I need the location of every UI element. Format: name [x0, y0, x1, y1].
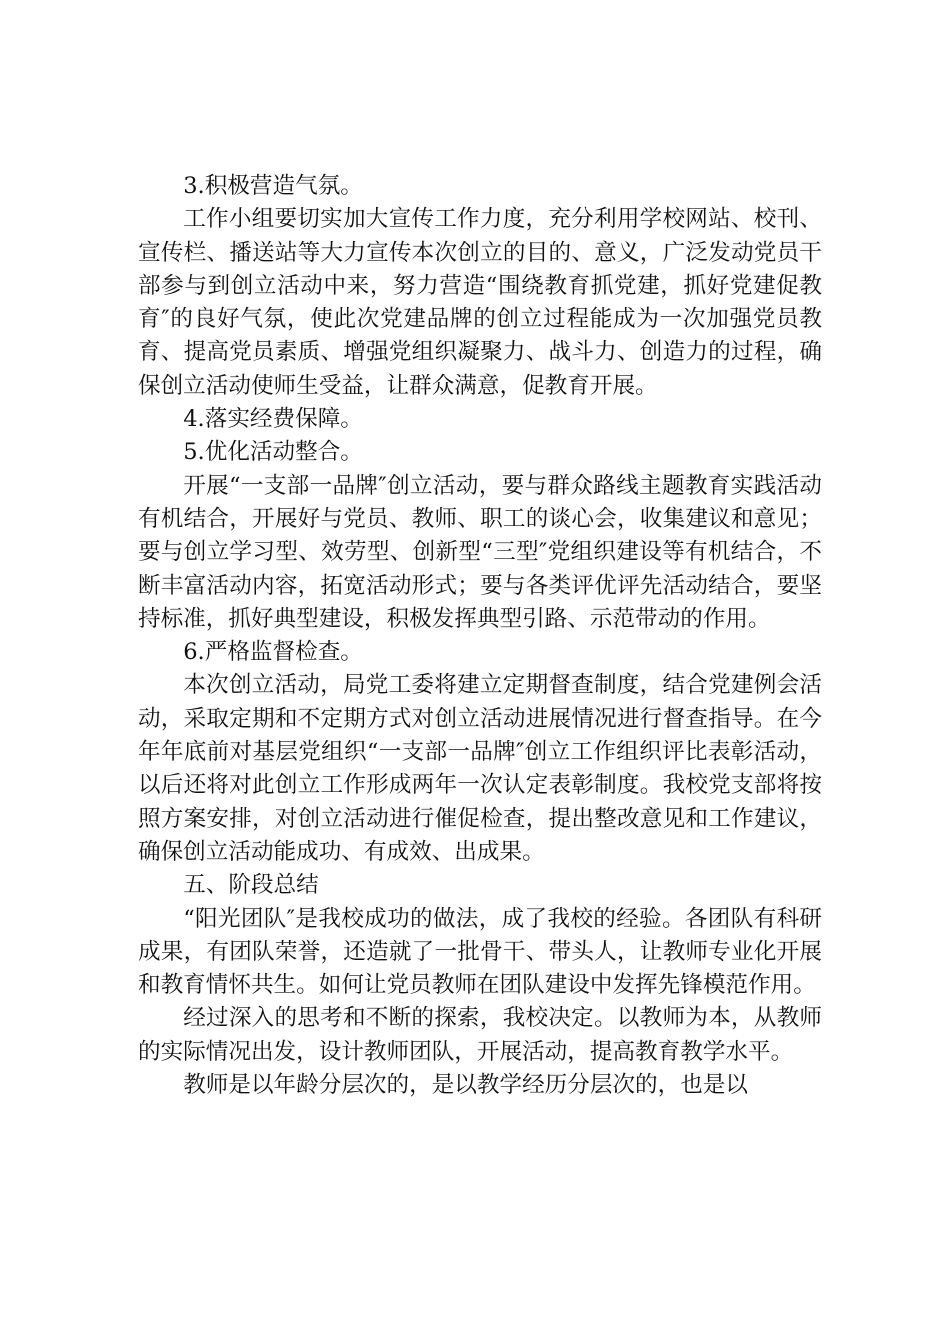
paragraph-sunshine-team: “阳光团队″是我校成功的做法，成了我校的经验。各团队有科研成果，有团队荣誉，还造就了一批骨干、带头人，让教师专业化开展和教育情怀共生。如何让党员教师在团队建设中发挥先锋模范作用。: [138, 905, 822, 999]
paragraph-teacher-levels: 教师是以年龄分层次的，是以教学经历分层次的，也是以: [183, 1072, 749, 1099]
section-heading-five: 五、阶段总结: [183, 872, 319, 899]
section-heading-6: 6.严格监督检查。: [183, 639, 363, 666]
document-body: [138, 170, 822, 1102]
section-heading-5: 5.优化活动整合。: [183, 439, 363, 466]
paragraph-atmosphere: 工作小组要切实加大宣传工作力度，充分利用学校网站、校刊、宣传栏、播送站等大力宣传本次创立的目的、意义，广泛发动党员干部参与到创立活动中来，努力营造“围绕教育抓党建，抓好党建促教育″的良好气氛，使此次党建品牌的创立过程能成为一次加强党员教育、提高党员素质、增强党组织凝聚力、战斗力、创造力的过程，确保创立活动使师生受益，让群众满意，促教育开展。: [138, 206, 822, 399]
section-heading-4: 4.落实经费保障。: [183, 406, 363, 433]
paragraph-decision: 经过深入的思考和不断的探索，我校决定。以教师为本，从教师的实际情况出发，设计教师团队，开展活动，提高教育教学水平。: [138, 1005, 822, 1065]
section-heading-3: 3.积极营造气氛。: [183, 173, 363, 199]
paragraph-integration: 开展“一支部一品牌″创立活动，要与群众路线主题教育实践活动有机结合，开展好与党员、教师、职工的谈心会，收集建议和意见；要与创立学习型、效劳型、创新型“三型″党组织建设等有机结合，不断丰富活动内容，拓宽活动形式；要与各类评优评先活动结合，要坚持标准，抓好典型建设，积极发挥典型引路、示范带动的作用。: [138, 472, 822, 632]
paragraph-supervision: 本次创立活动，局党工委将建立定期督查制度，结合党建例会活动，采取定期和不定期方式对创立活动进展情况进行督查指导。在今年年底前对基层党组织“一支部一品牌″创立工作组织评比表彰活动，以后还将对此创立工作形成两年一次认定表彰制度。我校党支部将按照方案安排，对创立活动进行催促检查，提出整改意见和工作建议，确保创立活动能成功、有成效、出成果。: [138, 672, 822, 865]
